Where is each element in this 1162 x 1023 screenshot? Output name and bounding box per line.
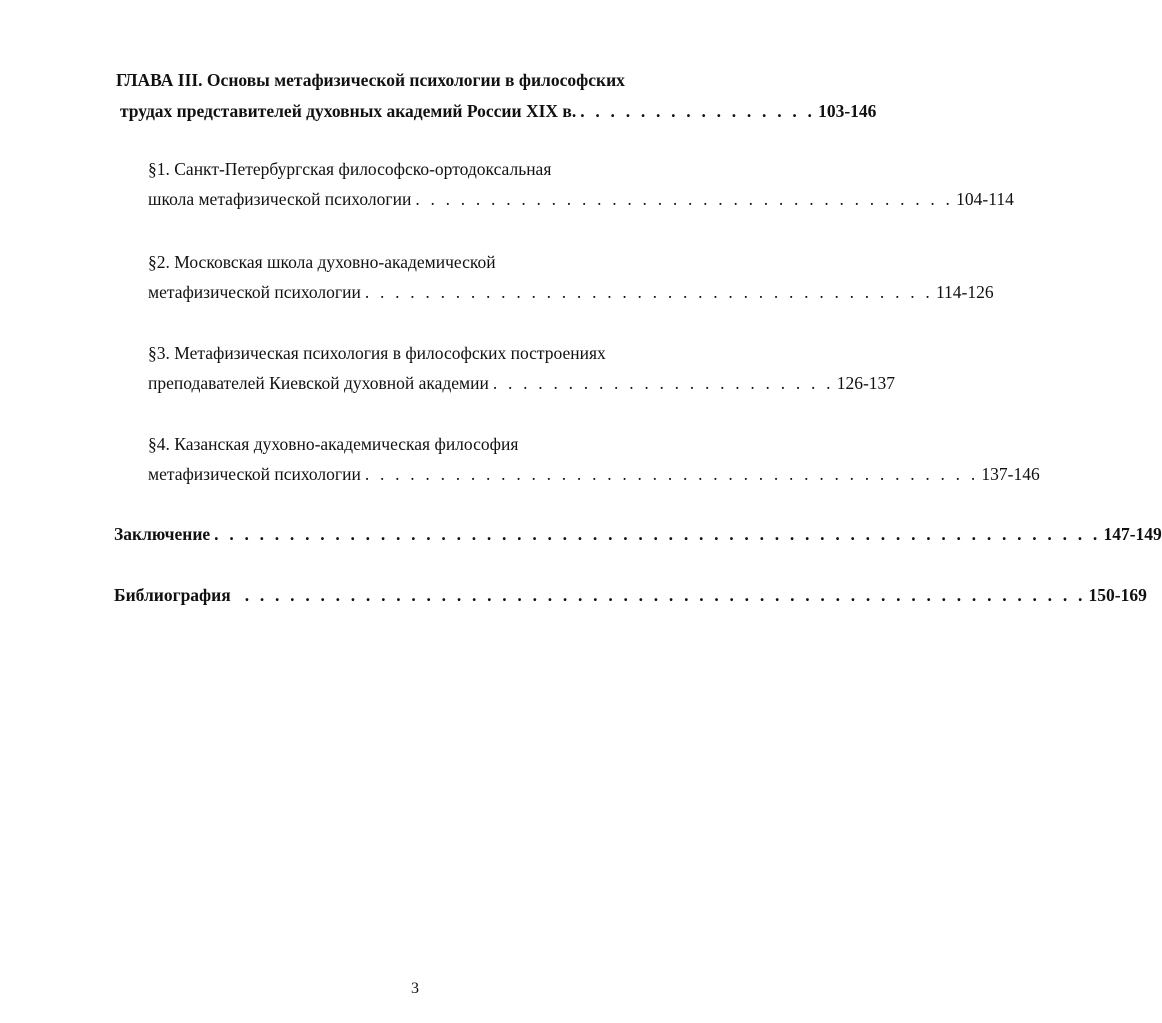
bibliography-label: Библиография bbox=[114, 585, 231, 605]
section-2-leader: . . . . . . . . . . . . . . . . . . . . . . . . . . . . . . . . . . . . . . bbox=[364, 282, 933, 302]
section-2-line1: §2. Московская школа духовно-академической bbox=[148, 252, 496, 272]
section-2-pages: 114-126 bbox=[935, 282, 994, 302]
section-1-leader: . . . . . . . . . . . . . . . . . . . . . . . . . . . . . . . . . . . . bbox=[415, 189, 954, 209]
section-3-line1: §3. Метафизическая психология в философских построениях bbox=[148, 343, 606, 363]
section-4-leader: . . . . . . . . . . . . . . . . . . . . . . . . . . . . . . . . . . . . . . . . . bbox=[364, 464, 979, 484]
chapter-pages: 103-146 bbox=[818, 101, 877, 121]
section-4-entry[interactable] bbox=[148, 463, 1040, 485]
conclusion-label: Заключение bbox=[114, 524, 211, 544]
section-3-line2: преподавателей Киевской духовной академии bbox=[148, 373, 489, 393]
chapter-title-line1: ГЛАВА III. Основы метафизической психологии в философских bbox=[116, 70, 625, 90]
bibliography-leader: . . . . . . . . . . . . . . . . . . . . . . . . . . . . . . . . . . . . . . . . . . . . . . . . . . . . . . . . bbox=[244, 585, 1086, 605]
section-2-entry[interactable] bbox=[148, 281, 994, 303]
chapter-title-line2: трудах представителей духовных академий России XIX в. bbox=[120, 101, 577, 121]
conclusion-leader: . . . . . . . . . . . . . . . . . . . . . . . . . . . . . . . . . . . . . . . . . . . . . . . . . . . . . . . . . . . bbox=[214, 524, 1101, 544]
chapter-leader: . . . . . . . . . . . . . . . . bbox=[580, 101, 816, 121]
section-4-line2: метафизической психологии bbox=[148, 464, 361, 484]
section-1-line1: §1. Санкт-Петербургская философско-ортодоксальная bbox=[148, 159, 552, 179]
section-3-pages: 126-137 bbox=[836, 373, 896, 393]
bibliography-pages: 150-169 bbox=[1088, 585, 1147, 605]
section-1-pages: 104-114 bbox=[956, 189, 1014, 209]
section-2-line2: метафизической психологии bbox=[148, 282, 361, 302]
page-number: 3 bbox=[411, 980, 419, 997]
section-3-entry[interactable] bbox=[148, 372, 896, 394]
section-1-entry[interactable] bbox=[148, 188, 1014, 210]
chapter-entry[interactable] bbox=[120, 100, 877, 122]
section-4-line1: §4. Казанская духовно-академическая философия bbox=[148, 434, 519, 454]
section-1-line2: школа метафизической психологии bbox=[148, 189, 412, 209]
section-3-leader: . . . . . . . . . . . . . . . . . . . . . . . bbox=[492, 373, 834, 393]
section-4-pages: 137-146 bbox=[981, 464, 1040, 484]
conclusion-entry[interactable] bbox=[114, 523, 1162, 545]
bibliography-entry[interactable] bbox=[114, 584, 1147, 606]
conclusion-pages: 147-149 bbox=[1103, 524, 1162, 544]
